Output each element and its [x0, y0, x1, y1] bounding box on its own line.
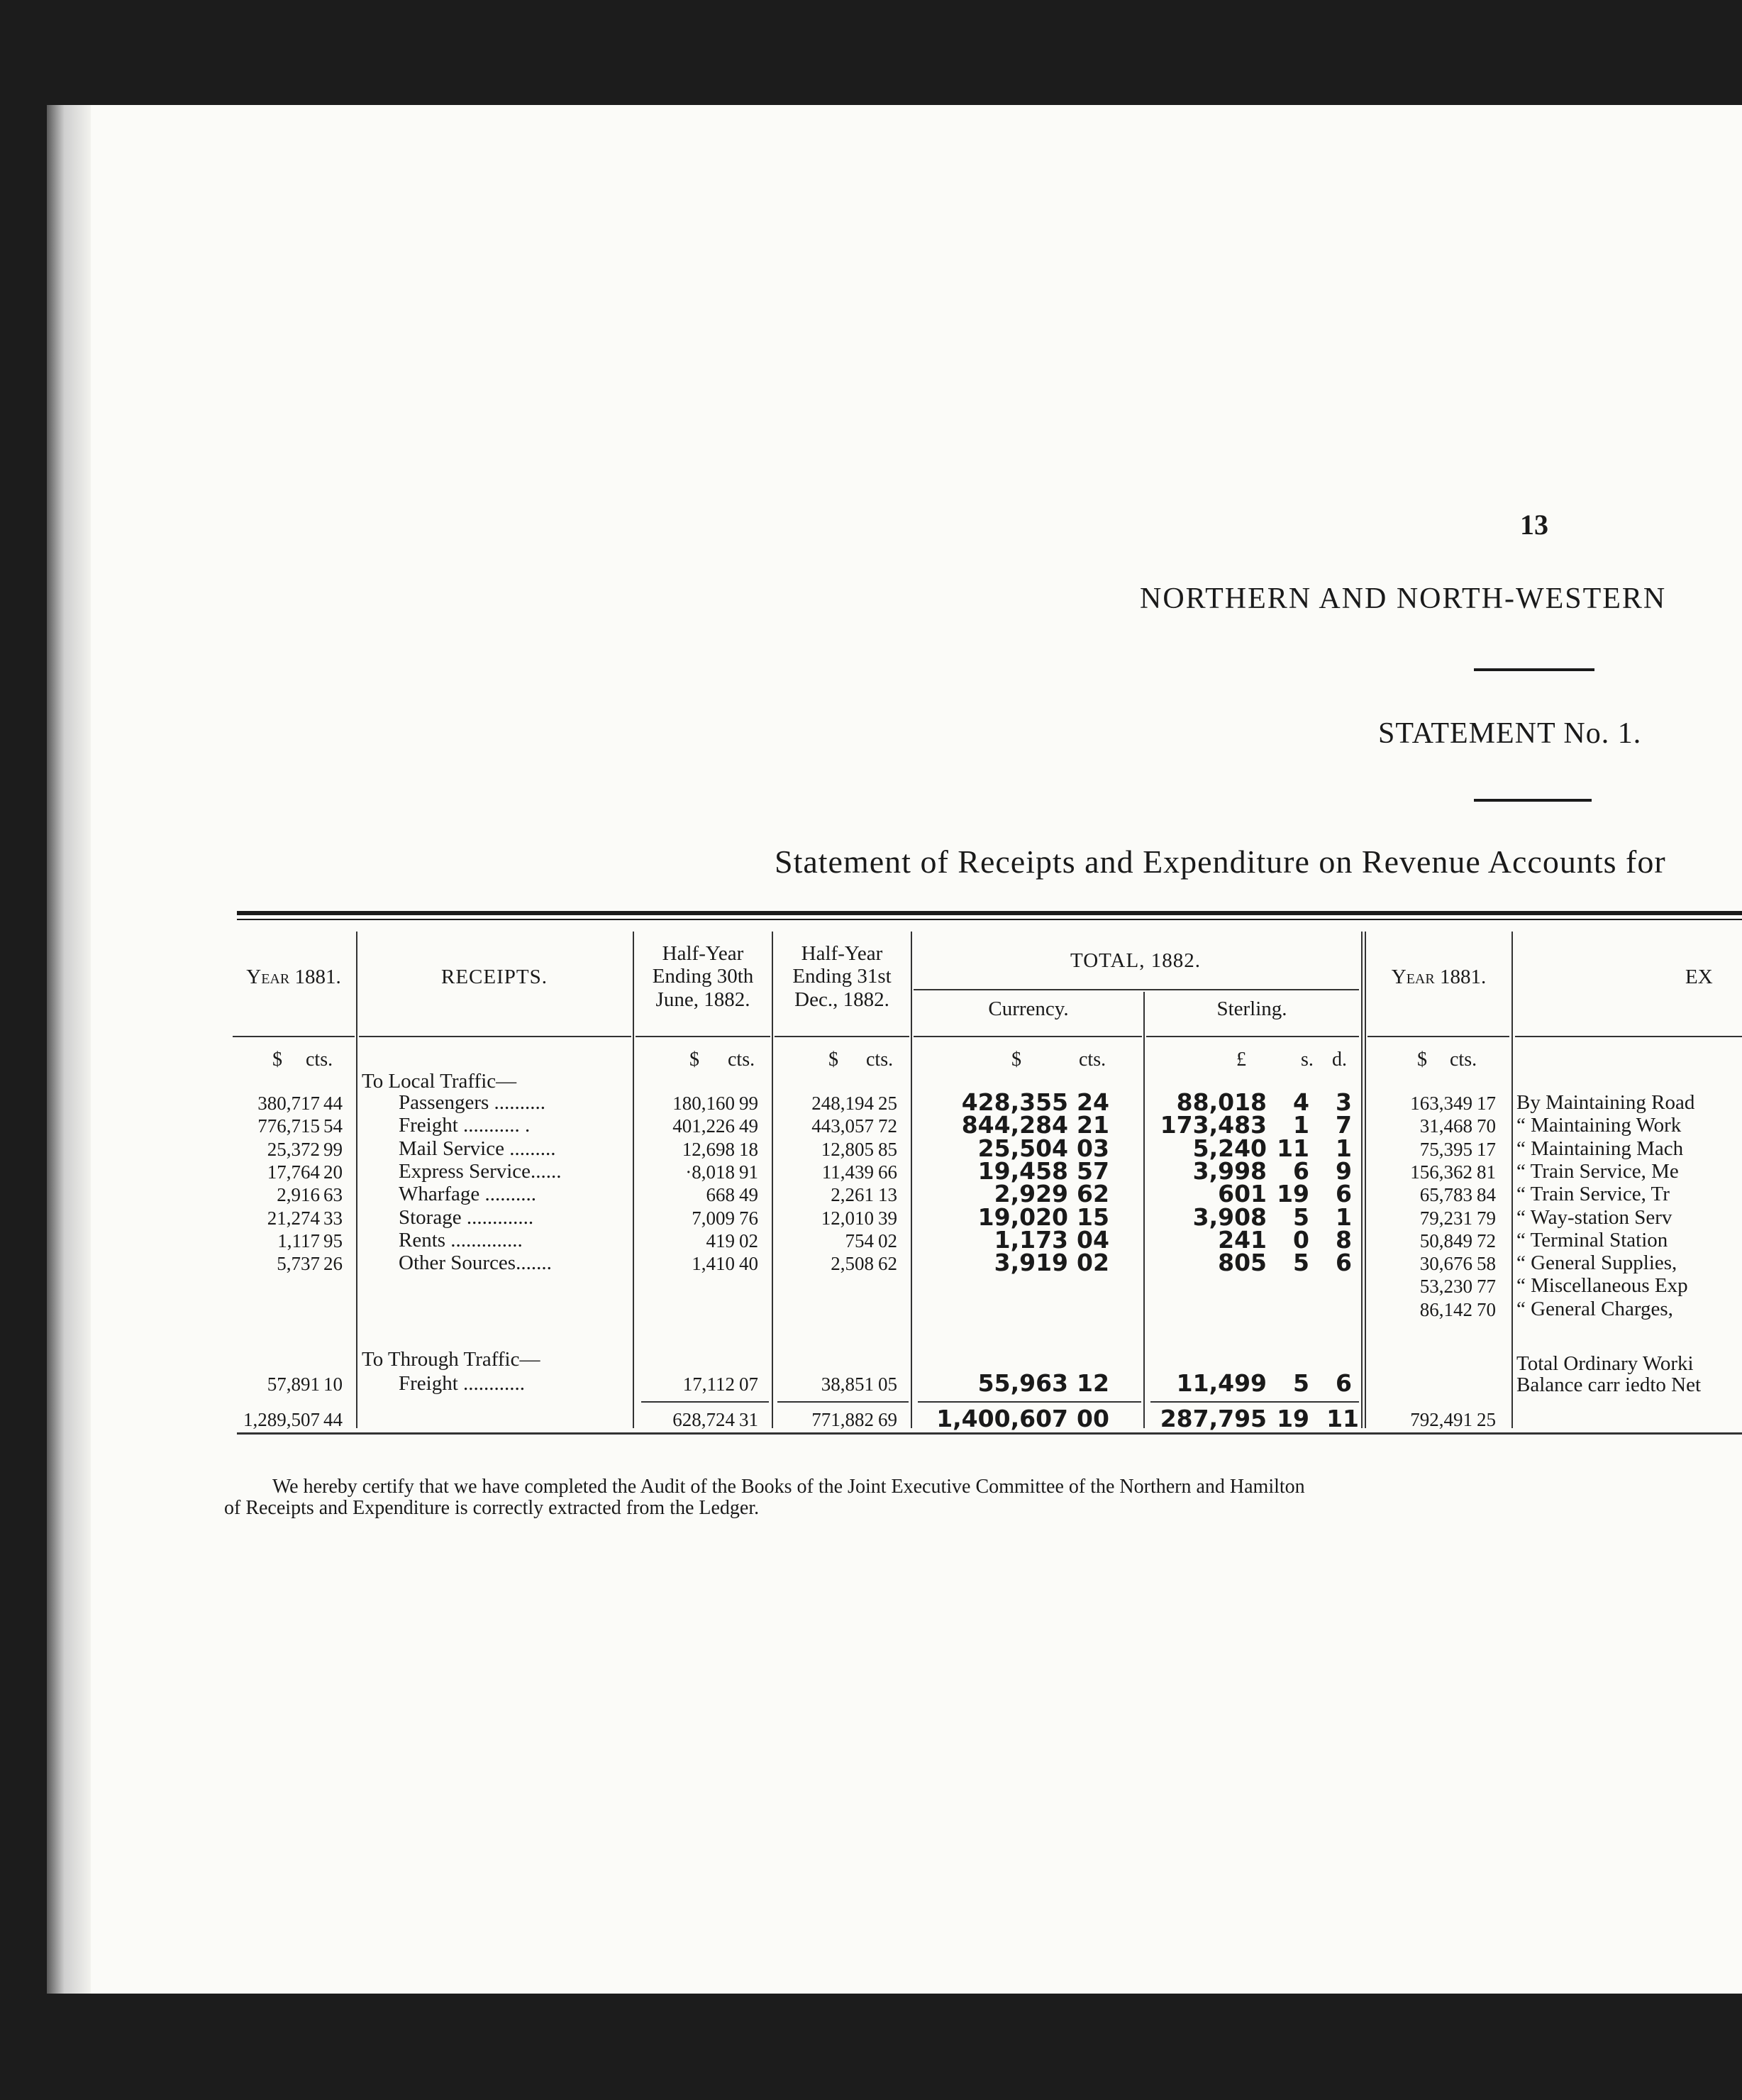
unit-dollar: $: [828, 1049, 838, 1071]
year-1881-dollars: 21,274: [267, 1207, 320, 1229]
sterling-pounds: 5,240: [1192, 1134, 1267, 1162]
total-sterling-pounds: 287,795: [1160, 1405, 1267, 1432]
half-year-2-cents: 39: [878, 1207, 897, 1229]
sterling-shillings: 4: [1293, 1088, 1309, 1116]
unit-dollar: $: [1011, 1049, 1021, 1071]
sterling-pence: 6: [1336, 1180, 1352, 1208]
expenditure-year-1881-dollars: 86,142: [1419, 1298, 1472, 1320]
currency-dollars: 844,284: [961, 1111, 1068, 1139]
sterling-pence: 7: [1336, 1111, 1352, 1139]
expenditure-description: “ General Charges,: [1516, 1297, 1673, 1320]
half-year-2-dollars: 2,508: [831, 1253, 874, 1275]
header-year-1881: Year 1881.: [246, 966, 341, 988]
sterling-pence: 9: [1336, 1156, 1352, 1185]
half-year-1-cents: 02: [739, 1229, 758, 1251]
expenditure-year-1881-cents: 81: [1477, 1161, 1496, 1183]
table-bottom-rule: [237, 1432, 1742, 1435]
expenditure-year-1881-dollars: 65,783: [1419, 1184, 1472, 1206]
year-1881-cents: 44: [323, 1093, 343, 1114]
half-year-1-dollars: 12,698: [682, 1138, 735, 1160]
expenditure-total-label: Total Ordinary Worki: [1516, 1352, 1694, 1375]
expenditure-total-cents: 25: [1477, 1409, 1496, 1430]
expenditure-year-1881-dollars: 75,395: [1419, 1138, 1472, 1160]
half-year-2-dollars: 443,057: [811, 1115, 874, 1137]
column-divider: [1143, 992, 1145, 1428]
total-half-year-2-cents: 69: [878, 1409, 897, 1430]
totals-rule: [918, 1401, 1141, 1403]
unit-cents: cts.: [866, 1049, 894, 1071]
expenditure-description: “ Miscellaneous Exp: [1516, 1274, 1688, 1298]
receipt-description: Rents ..............: [399, 1228, 523, 1251]
header-year-1881-right: Year 1881.: [1391, 966, 1487, 988]
sterling-pounds: 3,998: [1192, 1156, 1267, 1185]
header-receipts: RECEIPTS.: [441, 966, 548, 988]
totals-rule: [777, 1401, 909, 1403]
unit-pound: £: [1236, 1049, 1246, 1071]
currency-cents: 02: [1077, 1249, 1109, 1277]
column-divider: [633, 932, 634, 1428]
expenditure-year-1881-cents: 72: [1477, 1229, 1496, 1251]
half-year-2-cents: 05: [878, 1374, 897, 1395]
total-half-year-1-dollars: 628,724: [672, 1409, 735, 1430]
currency-dollars: 25,504: [977, 1134, 1068, 1162]
currency-cents: 21: [1077, 1111, 1109, 1139]
sterling-pounds: 601: [1218, 1180, 1267, 1208]
header-underline: [359, 1036, 631, 1037]
currency-cents: 03: [1077, 1134, 1109, 1162]
header-underline: [1515, 1036, 1742, 1037]
total-year-1881-dollars: 1,289,507: [243, 1409, 320, 1430]
sterling-pounds: 805: [1218, 1249, 1267, 1277]
expenditure-description: “ Maintaining Mach: [1516, 1137, 1684, 1160]
unit-cents: cts.: [1450, 1049, 1477, 1071]
receipt-description: Freight ............: [399, 1372, 526, 1395]
table-top-rule-thin: [237, 919, 1742, 920]
expenditure-year-1881-dollars: 156,362: [1410, 1161, 1472, 1183]
expenditure-year-1881-cents: 70: [1477, 1115, 1496, 1137]
total-sterling-pence: 11: [1326, 1405, 1359, 1432]
currency-cents: 24: [1077, 1088, 1109, 1116]
year-1881-cents: 63: [323, 1184, 343, 1206]
document-heading: NORTHERN AND NORTH-WESTERN: [1140, 582, 1667, 615]
sterling-shillings: 0: [1293, 1225, 1309, 1254]
half-year-1-cents: 49: [739, 1184, 758, 1206]
half-year-1-dollars: 17,112: [682, 1374, 735, 1395]
column-divider: [1365, 932, 1366, 1428]
expenditure-description: “ Train Service, Me: [1516, 1159, 1679, 1183]
expenditure-description: By Maintaining Road: [1516, 1091, 1695, 1114]
receipt-description: Freight ........... .: [399, 1114, 531, 1137]
year-1881-dollars: 57,891: [267, 1374, 320, 1395]
year-1881-cents: 33: [323, 1207, 343, 1229]
half-year-2-dollars: 12,010: [821, 1207, 874, 1229]
half-year-2-dollars: 248,194: [811, 1093, 874, 1114]
audit-footnote-line-2: of Receipts and Expenditure is correctly extracted from the Ledger.: [224, 1497, 760, 1519]
page-number: 13: [1520, 509, 1548, 541]
statement-subtitle: Statement of Receipts and Expenditure on Revenue Accounts for: [775, 844, 1666, 880]
currency-dollars: 1,173: [994, 1225, 1068, 1254]
column-divider: [772, 932, 773, 1428]
year-1881-cents: 54: [323, 1115, 343, 1137]
expenditure-year-1881-cents: 58: [1477, 1253, 1496, 1275]
header-expenditure-partial: EX: [1685, 966, 1713, 988]
half-year-1-dollars: ·8,018: [685, 1161, 735, 1183]
group-label-through-traffic: To Through Traffic—: [362, 1348, 540, 1371]
half-year-1-dollars: 1,410: [692, 1253, 735, 1275]
half-year-1-dollars: 419: [706, 1229, 735, 1251]
currency-cents: 12: [1077, 1369, 1109, 1397]
sterling-pounds: 173,483: [1160, 1111, 1267, 1139]
table-top-rule: [237, 911, 1742, 915]
year-1881-dollars: 17,764: [267, 1161, 320, 1183]
currency-cents: 57: [1077, 1156, 1109, 1185]
currency-dollars: 3,919: [994, 1249, 1068, 1277]
total-currency-dollars: 1,400,607: [936, 1405, 1068, 1432]
header-underline: [1367, 1036, 1509, 1037]
year-1881-cents: 99: [323, 1138, 343, 1160]
expenditure-year-1881-cents: 84: [1477, 1184, 1496, 1206]
sterling-pence: 8: [1336, 1225, 1352, 1254]
page-edge-shadow: [47, 105, 91, 1994]
unit-shillings: s.: [1301, 1049, 1314, 1071]
sterling-pence: 1: [1336, 1134, 1352, 1162]
half-year-2-cents: 25: [878, 1093, 897, 1114]
currency-cents: 04: [1077, 1225, 1109, 1254]
header-sterling: Sterling.: [1216, 998, 1287, 1020]
half-year-1-cents: 91: [739, 1161, 758, 1183]
half-year-2-cents: 62: [878, 1253, 897, 1275]
receipt-description: Express Service......: [399, 1159, 562, 1183]
totals-rule: [1150, 1401, 1359, 1403]
expenditure-year-1881-cents: 70: [1477, 1298, 1496, 1320]
header-underline: [1146, 1036, 1359, 1037]
sterling-shillings: 5: [1293, 1369, 1309, 1397]
expenditure-year-1881-cents: 77: [1477, 1276, 1496, 1298]
sterling-shillings: 6: [1293, 1156, 1309, 1185]
half-year-2-dollars: 2,261: [831, 1184, 874, 1206]
column-divider: [1511, 932, 1513, 1428]
expenditure-total-dollars: 792,491: [1410, 1409, 1472, 1430]
half-year-1-dollars: 7,009: [692, 1207, 735, 1229]
receipt-description: Storage .............: [399, 1205, 534, 1229]
column-divider: [1361, 932, 1363, 1428]
half-year-1-dollars: 401,226: [672, 1115, 735, 1137]
receipt-description: Wharfage ..........: [399, 1183, 537, 1206]
header-underline: [914, 1036, 1142, 1037]
expenditure-description: “ Terminal Station: [1516, 1228, 1668, 1251]
expenditure-year-1881-cents: 17: [1477, 1138, 1496, 1160]
unit-dollar: $: [689, 1049, 699, 1071]
expenditure-year-1881-dollars: 53,230: [1419, 1276, 1472, 1298]
unit-cents: cts.: [728, 1049, 755, 1071]
header-underline: [233, 1036, 355, 1037]
group-label-local-traffic: To Local Traffic—: [362, 1070, 517, 1093]
expenditure-year-1881-dollars: 163,349: [1410, 1093, 1472, 1114]
year-1881-dollars: 5,737: [277, 1253, 320, 1275]
total-currency-cents: 00: [1077, 1405, 1109, 1432]
total-half-year-1-cents: 31: [739, 1409, 758, 1430]
expenditure-description: “ Train Service, Tr: [1516, 1183, 1670, 1206]
expenditure-balance-label: Balance carr iedto Net: [1516, 1374, 1702, 1396]
year-1881-dollars: 1,117: [277, 1229, 320, 1251]
currency-cents: 62: [1077, 1180, 1109, 1208]
statement-rule: [1474, 799, 1592, 802]
column-divider: [911, 932, 912, 1428]
header-underline: [636, 1036, 770, 1037]
receipt-description: Other Sources.......: [399, 1251, 552, 1275]
half-year-2-cents: 66: [878, 1161, 897, 1183]
sterling-shillings: 1: [1293, 1111, 1309, 1139]
expenditure-year-1881-cents: 17: [1477, 1093, 1496, 1114]
total-half-year-2-dollars: 771,882: [811, 1409, 874, 1430]
half-year-1-cents: 99: [739, 1093, 758, 1114]
year-1881-dollars: 776,715: [257, 1115, 320, 1137]
totals-rule: [641, 1401, 769, 1403]
total-year-1881-cents: 44: [323, 1409, 343, 1430]
unit-cents: cts.: [306, 1049, 333, 1071]
sterling-shillings: 11: [1277, 1134, 1309, 1162]
half-year-2-dollars: 11,439: [821, 1161, 874, 1183]
half-year-2-cents: 02: [878, 1229, 897, 1251]
half-year-1-cents: 40: [739, 1253, 758, 1275]
half-year-2-dollars: 38,851: [821, 1374, 874, 1395]
year-1881-cents: 26: [323, 1253, 343, 1275]
header-rule: [914, 989, 1359, 990]
half-year-1-cents: 07: [739, 1374, 758, 1395]
sterling-shillings: 19: [1277, 1180, 1309, 1208]
sterling-pence: 1: [1336, 1203, 1352, 1231]
currency-dollars: 428,355: [961, 1088, 1068, 1116]
half-year-2-dollars: 754: [845, 1229, 874, 1251]
sterling-pounds: 3,908: [1192, 1203, 1267, 1231]
header-half-year-1: Half-Year Ending 30th June, 1882.: [652, 942, 754, 1011]
half-year-2-dollars: 12,805: [821, 1138, 874, 1160]
unit-dollar: $: [1417, 1049, 1427, 1071]
currency-dollars: 55,963: [977, 1369, 1068, 1397]
sterling-pounds: 88,018: [1176, 1088, 1267, 1116]
year-1881-dollars: 2,916: [277, 1184, 320, 1206]
half-year-1-cents: 18: [739, 1138, 758, 1160]
unit-pence: d.: [1332, 1049, 1347, 1071]
sterling-pounds: 241: [1218, 1225, 1267, 1254]
unit-dollar: $: [272, 1049, 282, 1071]
header-half-year-2: Half-Year Ending 31st Dec., 1882.: [792, 942, 892, 1011]
total-sterling-shillings: 19: [1277, 1405, 1309, 1432]
year-1881-cents: 10: [323, 1374, 343, 1395]
half-year-1-dollars: 668: [706, 1184, 735, 1206]
audit-footnote-line-1: We hereby certify that we have completed the Audit of the Books of the Joint Executive Committee of the Northern and Hamilton: [272, 1476, 1305, 1498]
expenditure-description: “ Way-station Serv: [1516, 1205, 1672, 1229]
currency-dollars: 19,020: [977, 1203, 1068, 1231]
expenditure-year-1881-dollars: 50,849: [1419, 1229, 1472, 1251]
header-total-1882: TOTAL, 1882.: [1070, 949, 1201, 972]
sterling-shillings: 5: [1293, 1203, 1309, 1231]
statement-number: STATEMENT No. 1.: [1378, 717, 1642, 750]
year-1881-cents: 95: [323, 1229, 343, 1251]
expenditure-year-1881-dollars: 31,468: [1419, 1115, 1472, 1137]
sterling-pence: 6: [1336, 1369, 1352, 1397]
half-year-2-cents: 72: [878, 1115, 897, 1137]
column-divider: [356, 932, 357, 1428]
half-year-1-cents: 49: [739, 1115, 758, 1137]
year-1881-dollars: 25,372: [267, 1138, 320, 1160]
unit-cents: cts.: [1079, 1049, 1106, 1071]
half-year-2-cents: 85: [878, 1138, 897, 1160]
sterling-pounds: 11,499: [1176, 1369, 1267, 1397]
header-underline: [775, 1036, 909, 1037]
document-page: [47, 105, 1742, 1994]
expenditure-description: “ General Supplies,: [1516, 1251, 1677, 1275]
expenditure-description: “ Maintaining Work: [1516, 1114, 1682, 1137]
year-1881-dollars: 380,717: [257, 1093, 320, 1114]
half-year-1-dollars: 180,160: [672, 1093, 735, 1114]
expenditure-year-1881-dollars: 30,676: [1419, 1253, 1472, 1275]
currency-dollars: 19,458: [977, 1156, 1068, 1185]
header-currency: Currency.: [988, 998, 1069, 1020]
year-1881-cents: 20: [323, 1161, 343, 1183]
expenditure-year-1881-cents: 79: [1477, 1207, 1496, 1229]
heading-rule: [1474, 668, 1594, 671]
sterling-shillings: 5: [1293, 1249, 1309, 1277]
half-year-1-cents: 76: [739, 1207, 758, 1229]
expenditure-year-1881-dollars: 79,231: [1419, 1207, 1472, 1229]
sterling-pence: 6: [1336, 1249, 1352, 1277]
receipt-description: Mail Service .........: [399, 1137, 556, 1160]
currency-dollars: 2,929: [994, 1180, 1068, 1208]
currency-cents: 15: [1077, 1203, 1109, 1231]
receipt-description: Passengers ..........: [399, 1091, 546, 1114]
sterling-pence: 3: [1336, 1088, 1352, 1116]
half-year-2-cents: 13: [878, 1184, 897, 1206]
